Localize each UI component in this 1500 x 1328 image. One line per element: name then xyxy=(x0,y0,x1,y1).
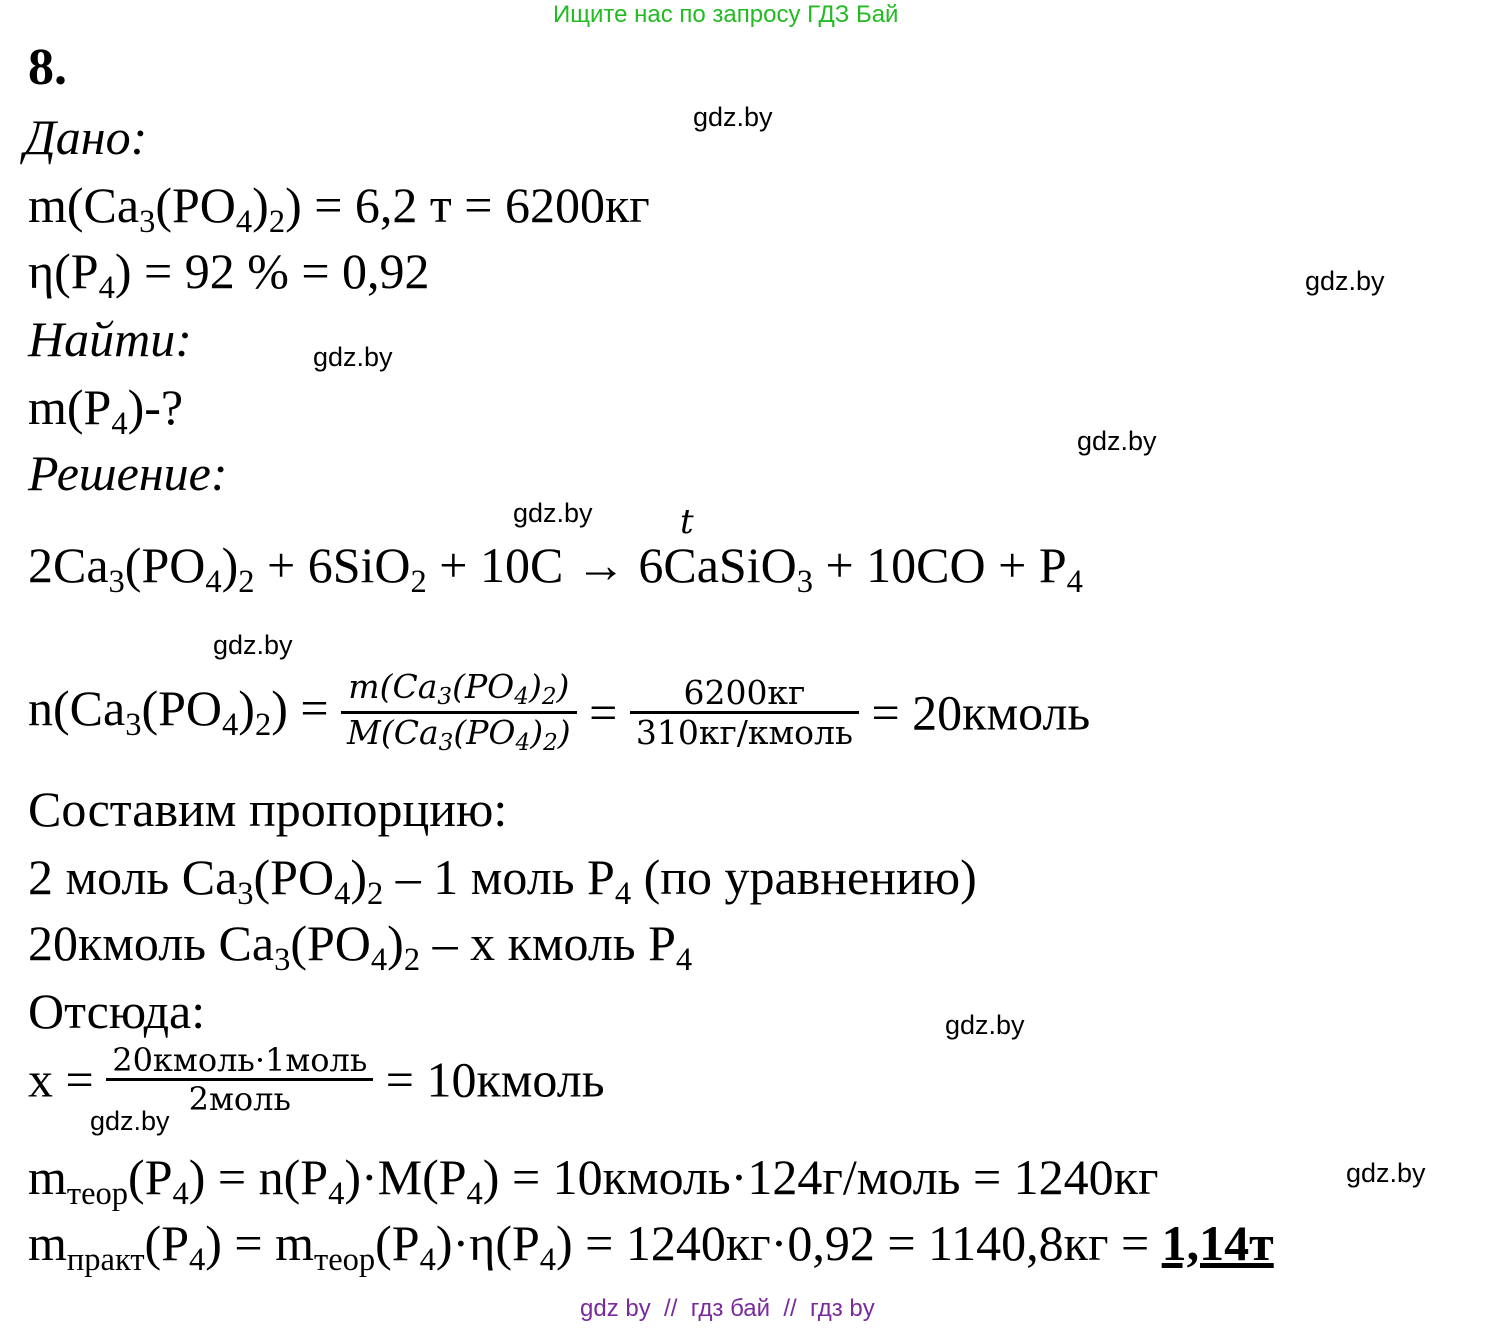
proportion-line-2: 20кмоль $Ca_3(PO_4)_2$ – x кмоль $P_4$ xyxy=(28,915,693,978)
hence-label: Отсюда: xyxy=(28,983,206,1039)
final-answer: 1,14т xyxy=(1161,1215,1274,1271)
watermark: gdz.by xyxy=(1305,266,1385,296)
proportion-line-1: 2 моль $Ca_3(PO_4)_2 - 1$ моль $P_4$ (по уравнению) xyxy=(28,849,977,912)
watermark: gdz.by xyxy=(90,1106,170,1136)
proportion-label: Составим пропорцию: xyxy=(28,781,508,837)
given-mass: $m(Ca_3(PO_4)_2) = 6,2$ т = 6200кг xyxy=(28,177,650,240)
footer-note: gdz by // гдз бай // гдз by xyxy=(580,1295,875,1322)
numeric-fraction: $\frac{6200кг}{\text{310кг/кмоль}}$ xyxy=(630,674,859,751)
watermark: gdz.by xyxy=(513,498,593,528)
given-label: Дано: xyxy=(24,109,148,165)
arrow-condition-label: t xyxy=(680,502,694,542)
watermark: gdz.by xyxy=(693,102,773,132)
watermark: gdz.by xyxy=(1077,426,1157,456)
given-yield: $\eta(P_4) = 92$ % = 0,92 xyxy=(28,243,430,306)
theoretical-mass: $m_{теор}(P_4) = n(P_4)\cdot M(P_4)$ = 10кмоль·124г/моль = 1240кг xyxy=(28,1149,1159,1212)
x-fraction: $\frac{\text{20кмоль·1моль}}{\text{2моль}}$ xyxy=(106,1042,373,1117)
watermark: gdz.by xyxy=(1346,1158,1426,1188)
moles-calculation: $n(Ca_3(PO_4)_2)$ = $\frac{m(Ca3(PO4)2)}{M(Ca3(PO4)2)}$ = $\frac{6200кг}{\text{310кг/кмоль}}$ = 20кмоль xyxy=(28,667,1091,756)
find-target: $m(P_4)-$? xyxy=(28,379,184,442)
watermark: gdz.by xyxy=(213,630,293,660)
watermark: gdz.by xyxy=(945,1010,1025,1040)
practical-mass: $m_{практ}(P_4) = m_{теор}(P_4)\cdot\eta(P_4) = 1240кг\cdot 0,92 = 1140,8кг = 1,14т$ xyxy=(28,1215,1274,1278)
reaction-arrow: → xyxy=(575,537,626,593)
solution-label: Решение: xyxy=(28,445,228,501)
molar-fraction: $\frac{m(Ca3(PO4)2)}{M(Ca3(PO4)2)}$ xyxy=(341,668,577,757)
reaction-equation: $2Ca_3(PO_4)_2 + 6SiO_2 + 10C$ → 6CaSiO$_3$ + $10CO + P_4$ xyxy=(28,537,1083,600)
header-note: Ищите нас по запросу ГДЗ Бай xyxy=(553,1,899,28)
find-label: Найти: xyxy=(28,311,192,367)
problem-number: 8. xyxy=(28,39,67,96)
x-calculation: x = $\frac{\text{20кмоль·1моль}}{\text{2моль}}$ = 10кмоль xyxy=(28,1041,605,1118)
watermark: gdz.by xyxy=(313,342,393,372)
